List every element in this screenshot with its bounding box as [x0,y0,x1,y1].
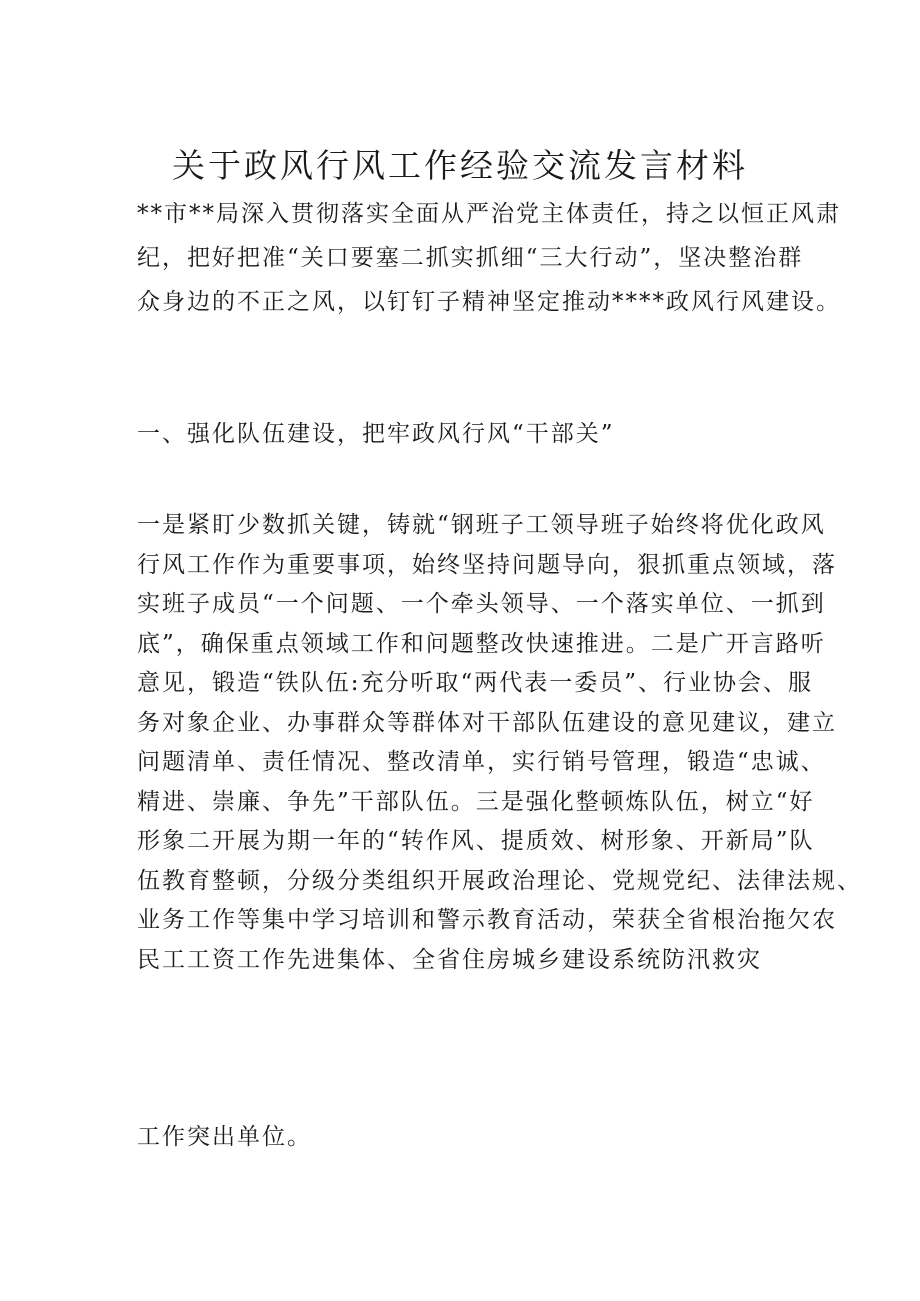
document-title: 关于政风行风工作经验交流发言材料 [172,146,748,185]
closing-line: 工作突出单位。 [137,1124,312,1150]
section-heading-text: 一、强化队伍建设，把牢政风行风“干部关” [137,421,615,447]
body-line: 形象二开展为期一年的“转作风、提质效、树形象、开新局”队 [137,828,815,854]
section-body-paragraph [137,506,862,980]
intro-paragraph [137,192,841,324]
closing-paragraph [137,1118,817,1157]
body-line: 一是紧盯少数抓关键，铸就“钢班子工领导班子始终将优化政风 [137,512,826,538]
body-line: 务对象企业、办事群众等群体对干部队伍建设的意见建议，建立 [137,709,837,736]
body-line: 民工工资工作先进集体、全省住房城乡建设系统防汛救灾 [137,946,762,973]
body-line: 业务工作等集中学习培训和警示教育活动，荣获全省根治拖欠农 [137,907,837,933]
intro-line: 纪，把好把准“关口要塞二抓实抓细“三大行动”，坚决整治群 [137,245,804,271]
body-line: 意见，锻造“铁队伍:充分听取“两代表一委员”、行业协会、服 [137,670,814,696]
section-heading [137,415,817,454]
body-line: 行风工作作为重要事项，始终坚持问题导向，狠抓重点领域，落 [137,551,837,578]
intro-line: 众身边的不正之风，以钉钉子精神坚定推动****政风行风建设。 [137,289,841,315]
body-line: 伍教育整顿，分级分类组织开展政治理论、党规党纪、法律法规、 [137,867,862,894]
body-line: 精进、崇廉、争先”干部队伍。三是强化整顿炼队伍，树立“好 [137,788,815,815]
body-line: 实班子成员“一个问题、一个牵头领导、一个落实单位、一抓到 [137,591,826,617]
body-line: 问题清单、责任情况、整改清单，实行销号管理，锻造“忠诚、 [137,749,826,775]
intro-line: **市**局深入贯彻落实全面从严治党主体责任，持之以恒正风肃 [137,201,841,227]
body-line: 底”，确保重点领域工作和问题整改快速推进。二是广开言路听 [137,630,826,657]
